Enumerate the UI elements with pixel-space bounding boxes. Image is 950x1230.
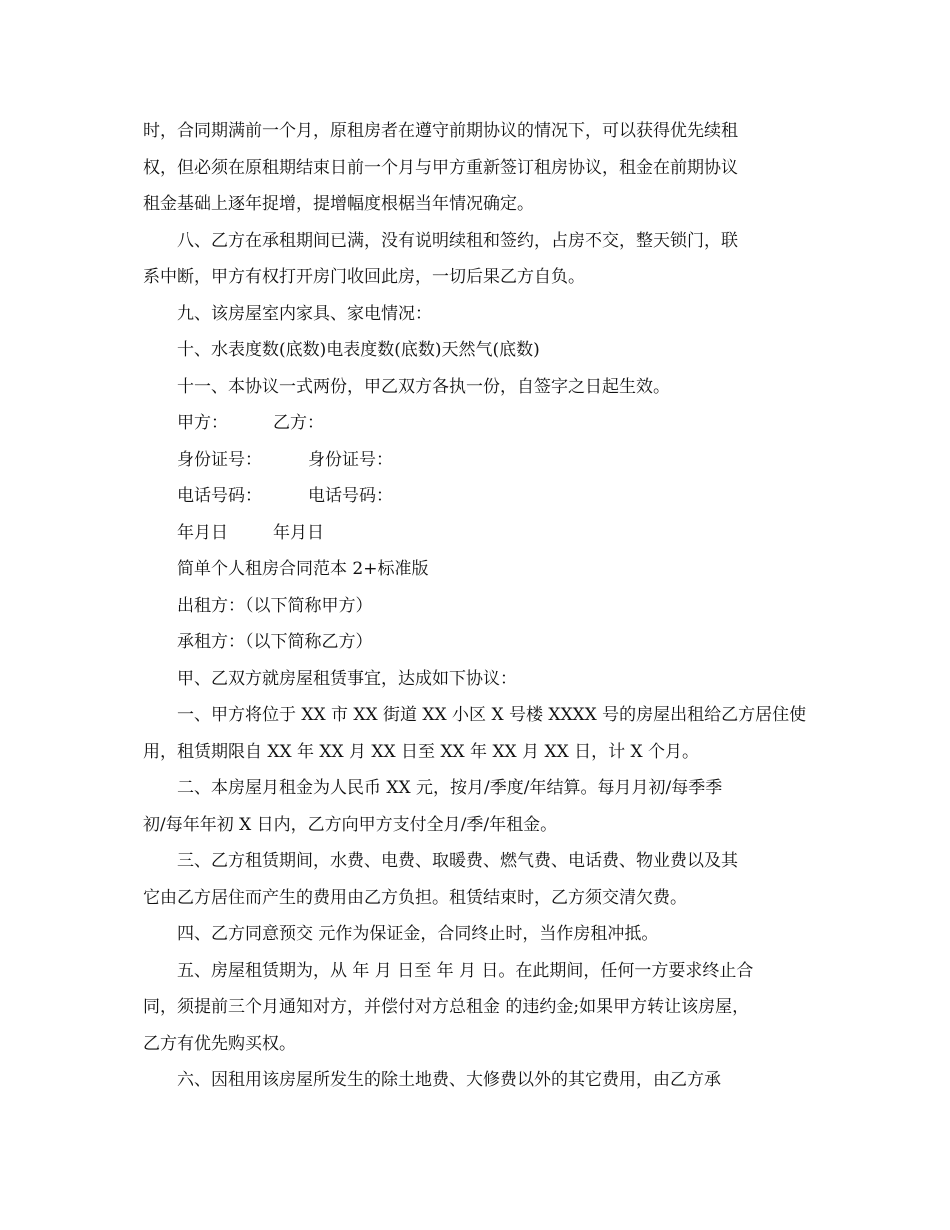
text-line: 五、房屋租赁期为，从 年 月 日至 年 月 日。在此期间，任何一方要求终止合 — [177, 960, 754, 981]
clause-8 — [143, 223, 803, 296]
signature-date-row — [143, 515, 803, 552]
text-line: 乙方有优先购买权。 — [143, 1033, 296, 1054]
party-b-label: 乙方： — [273, 413, 324, 433]
id-a-label: 身份证号： — [177, 449, 262, 470]
clause-2 — [143, 770, 803, 843]
text-line: 甲、乙双方就房屋租赁事宜，达成如下协议： — [177, 668, 517, 689]
clause-1 — [143, 697, 807, 770]
text-line: 二、本房屋月租金为人民币 XX 元，按月/季度/年结算。每月月初/每季季 — [177, 778, 723, 798]
text-line: 用，租赁期限自 XX 年 XX 月 XX 日至 XX 年 XX 月 XX 日，计 X 个月。 — [143, 741, 699, 762]
clause-10 — [143, 332, 803, 369]
intro-line — [143, 661, 803, 698]
text-line: 权，但必须在原租期结束日前一个月与甲方重新签订租房协议，租金在前期协议 — [143, 157, 738, 178]
signature-block — [143, 405, 803, 551]
text-line: 十、水表度数(底数)电表度数(底数)天然气(底数) — [177, 340, 540, 360]
text-line: 十一、本协议一式两份，甲乙双方各执一份，自签字之日起生效。 — [177, 376, 670, 397]
text-line: 承租方：（以下简称乙方） — [177, 632, 373, 652]
text-line: 八、乙方在承租期间已满，没有说明续租和签约，占房不交，整天锁门，联 — [177, 230, 738, 251]
clause-3 — [143, 843, 803, 916]
id-b-label: 身份证号： — [308, 449, 393, 470]
text-line: 九、该房屋室内家具、家电情况： — [177, 303, 432, 324]
signature-id-row — [143, 442, 803, 479]
clause-11 — [143, 369, 803, 406]
date-a-label: 年月日 — [177, 522, 228, 543]
text-line: 出租方：（以下简称甲方） — [177, 595, 373, 616]
signature-phone-row — [143, 478, 803, 515]
signature-party-row — [143, 405, 803, 442]
phone-a-label: 电话号码： — [177, 486, 262, 506]
text-line: 时，合同期满前一个月，原租房者在遵守前期协议的情况下，可以获得优先续租 — [143, 121, 738, 141]
text-line: 三、乙方租赁期间，水费、电费、取暖费、燃气费、电话费、物业费以及其 — [177, 851, 738, 871]
section-title — [143, 551, 803, 588]
text-line: 六、因租用该房屋所发生的除土地费、大修费以外的其它费用，由乙方承 — [177, 1070, 721, 1090]
clause-4 — [143, 916, 803, 953]
date-b-label: 年月日 — [273, 522, 324, 543]
text-line: 初/每年年初 X 日内，乙方向甲方支付全月/季/年租金。 — [143, 814, 558, 835]
text-line: 一、甲方将位于 XX 市 XX 街道 XX 小区 X 号楼 XXXX 号的房屋出租给乙方居住使 — [177, 705, 807, 725]
party-a-label: 甲方： — [177, 413, 228, 433]
clause-9 — [143, 296, 803, 333]
text-line: 同，须提前三个月通知对方，并偿付对方总租金 的违约金;如果甲方转让该房屋， — [143, 997, 750, 1017]
text-line: 租金基础上逐年捉增，提增幅度根椐当年情况确定。 — [143, 194, 534, 214]
text-line: 它由乙方居住而产生的费用由乙方负担。租赁结束时，乙方须交清欠费。 — [143, 887, 687, 908]
text-line: 系中断，甲方有权打开房门收回此房，一切后果乙方自负。 — [143, 267, 585, 287]
clause-5 — [143, 953, 803, 1063]
lessee-line — [143, 624, 803, 661]
lessor-line — [143, 588, 803, 625]
text-line: 四、乙方同意预交 元作为保证金，合同终止时，当作房租冲抵。 — [177, 924, 659, 944]
paragraph-continued — [143, 113, 803, 223]
document-body — [143, 113, 807, 1099]
phone-b-label: 电话号码： — [308, 486, 393, 506]
text-line: 简单个人租房合同范本 2+标准版 — [177, 559, 429, 579]
clause-6 — [143, 1062, 803, 1099]
